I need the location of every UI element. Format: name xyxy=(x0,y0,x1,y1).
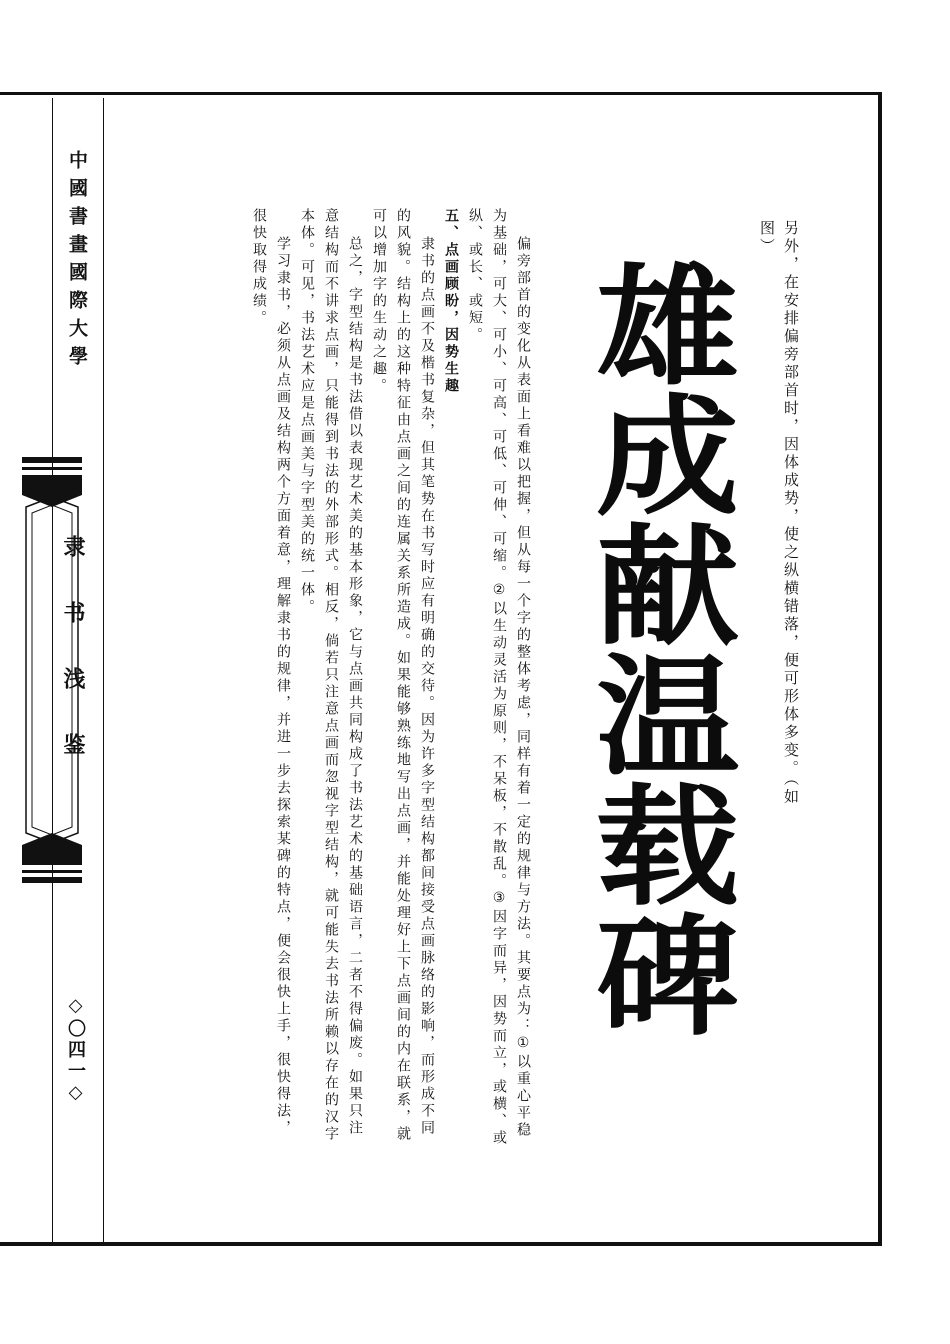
figure-caption: 另外，在安排偏旁部首时，因体成势，使之纵横错落，便可形体多变。（如图） xyxy=(758,220,800,807)
calligraphy-sample: 雄成献温载碑 xyxy=(572,258,741,1038)
series-title: 中國書畫國際大學 xyxy=(66,150,88,374)
section-heading: 五、点画顾盼，因势生趣 xyxy=(443,208,459,395)
body-paragraph: 总之，字型结构是书法借以表现艺术美的基本形象，它与点画共同构成了书法艺术的基础语言，二者不得偏废。如果只注意结构而不讲求点画，只能得到书法的外部形式。相反，倘若只注意点画而忽视字型结构，就可能失去书法所赖以存在的汉字本体。可见，书法艺术应是点画美与字型美的统一体。 xyxy=(299,208,363,1143)
body-paragraph: 隶书的点画不及楷书复杂，但其笔势在书写时应有明确的交待。因为许多字型结构都间接受点画脉络的影响，而形成不同的风貌。结构上的这种特征由点画之间的连属关系所造成。如果能够熟练地写出点画，并能处理好上下点画间的内在联系，就可以增加字的生动之趣。 xyxy=(371,208,435,1143)
page-number: ◇〇四一◇ xyxy=(65,995,86,1106)
body-paragraph: 学习隶书，必须从点画及结构两个方面着意，理解隶书的规律，并进一步去探索某碑的特点，便会很快上手，很快得法，很快取得成绩。 xyxy=(251,208,291,1137)
sidebar-rule-right xyxy=(103,98,104,1242)
book-title: 隶书浅鉴 xyxy=(60,535,86,799)
body-paragraph: 偏旁部首的变化从表面上看难以把握，但从每一个字的整体考虑，同样有着一定的规律与方法。其要点为：①以重心平稳为基础，可大、可小、可高、可低、可伸、可缩。②以生动灵活为原则，不呆板，不散乱。③因字而异，因势而立，或横、或纵、或长、或短。 xyxy=(467,208,531,1147)
body-text xyxy=(247,208,535,1153)
